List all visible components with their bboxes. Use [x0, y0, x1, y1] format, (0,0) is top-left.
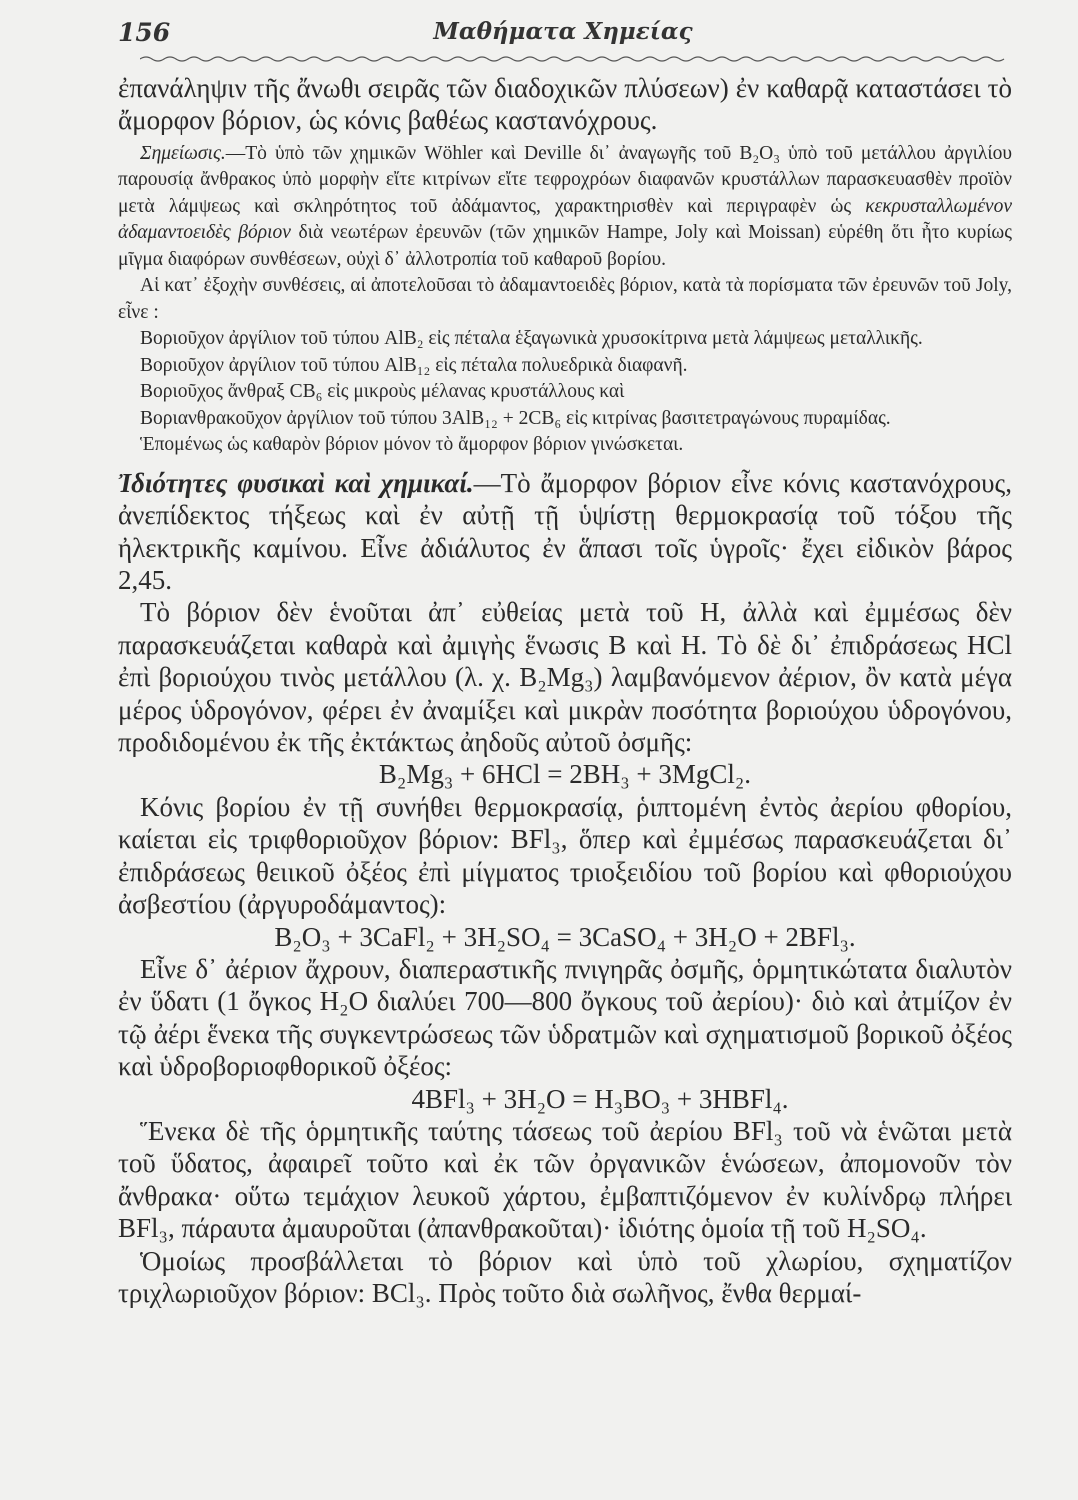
compounds-intro: Αἱ κατ᾽ ἐξοχὴν συνθέσεις, αἱ ἀποτελοῦσαι τὸ ἀδαμαντοειδὲς βόριον, κατὰ τὰ πορίσματα τῶν ἐρευνῶν τοῦ Joly, εἶνε : [118, 275, 1012, 323]
page-number: 156 [118, 18, 171, 47]
chlorine-paragraph: Ὁμοίως προσβάλλεται τὸ βόριον καὶ ὑπὸ τοῦ χλωρίου, σχηματίζον τριχλωριοῦχον βόριον: BCl₃. Πρὸς τοῦτο διὰ σωλῆνος, ἔνθα θερμαί- [118, 1245, 1012, 1308]
compound-3alb12-2cb6: Βοριανθρακοῦχον ἀργίλιον τοῦ τύπου 3AlB₁₂ + 2CB₆ εἰς κιτρίνας βασιτετραγώνους πυραμίδας. [140, 407, 891, 429]
header-ornamental-rule [140, 52, 1010, 66]
dehydration-paragraph: Ἕνεκα δὲ τῆς ὁρμητικῆς ταύτης τάσεως τοῦ ἀερίου BFl₃ τοῦ νὰ ἑνῶται μετὰ τοῦ ὕδατος, ἀφαιρεῖ τοῦτο καὶ ἐκ τῶν ὀργανικῶν ἑνώσεων, ἀπομονοῦν τὸν ἄνθρακα· οὕτω τεμάχιον λευκοῦ χάρτου, ἐμβαπτιζόμενον ἐν κυλίνδρῳ πλήρει BFl₃, πάραυτα ἀμαυροῦται (ἀπανθρακοῦται)· ἰδιότης ὁμοία τῇ τοῦ H₂SO₄. [118, 1115, 1012, 1244]
compound-alb12: Βοριοῦχον ἀργίλιον τοῦ τύπου AlB₁₂ εἰς πέταλα πολυεδρικὰ διαφανῆ. [140, 354, 688, 376]
note-paragraph [118, 141, 1012, 274]
equation-1: B₂Mg₃ + 6HCl = 2BH₃ + 3MgCl₂. [378, 759, 752, 790]
note-italic-term: κεκρυσταλλωμένον ἀδαμαντοειδὲς βόριον [118, 195, 1012, 244]
fluorine-paragraph: Κόνις βορίου ἐν τῇ συνήθει θερμοκρασίᾳ, ῥιπτομένη ἐντὸς ἀερίου φθορίου, καίεται εἰς τριφθοριοῦχον βόριον: BFl₃, ὅπερ καὶ ἐμμέσως παρασκευάζεται δι᾽ ἐπιδράσεως θειικοῦ ὀξέος ἐπὶ μίγματος τριοξειδίου τοῦ βορίου καὶ φθοριούχου ἀσβεστίου (ἀργυροδάμαντος): [118, 791, 1012, 920]
properties-paragraph [118, 467, 1012, 597]
bfl3-properties-paragraph: Εἶνε δ᾽ ἀέριον ἄχρουν, διαπεραστικῆς πνιγηρᾶς ὀσμῆς, ὁρμητικώτατα διαλυτὸν ἐν ὕδατι (1 ὄγκος H₂O διαλύει 700—800 ὄγκους τοῦ ἀερίου)· διὸ καὶ ἀτμίζον ἐν τῷ ἀέρι ἕνεκα τῆς συγκεντρώσεως τῶν ὑδρατμῶν καὶ σχηματισμοῦ βορικοῦ ὀξέος καὶ ὑδροβοριοφθορικοῦ ὀξέος: [118, 953, 1012, 1082]
equation-3: 4BFl₃ + 3H₂O = H₃BO₃ + 3HBFl₄. [411, 1083, 789, 1114]
running-title: Μαθήματα Χημείας [433, 18, 693, 45]
page-header [118, 16, 1008, 50]
hydrogen-paragraph: Τὸ βόριον δὲν ἑνοῦται ἀπ᾽ εὐθείας μετὰ τοῦ H, ἀλλὰ καὶ ἐμμέσως δὲν παρασκευάζεται καθαρὰ καὶ ἀμιγὴς ἕνωσις B καὶ H. Τὸ δὲ δι᾽ ἐπιδράσεως HCl ἐπὶ βοριούχου τινὸς μετάλλου (λ. χ. B₂Mg₃) λαμβανόμενον ἀέριον, ὂν κατὰ μέγα μέρος ὑδρογόνον, φέρει ἐν ἀναμίξει καὶ μικρὰν ποσότητα βοριούχου ὑδρογόνου, προδιδομένου ἐκ τῆς ἐκτάκτως ἀηδοῦς αὐτοῦ ὀσμῆς: [118, 597, 1012, 758]
paragraph-continuation: ἐπανάληψιν τῆς ἄνωθι σειρᾶς τῶν διαδοχικῶν πλύσεων) ἐν καθαρᾷ καταστάσει τὸ ἄμορφον βόριον, ὡς κόνις βαθέως καστανόχρους. [118, 73, 1012, 136]
properties-text: —Τὸ ἄμορφον βόριον εἶνε κόνις καστανόχρους, ἀνεπίδεκτος τήξεως καὶ ἐν αὐτῇ τῇ ὑψίστῃ θερμοκρασίᾳ τοῦ τόξου τῆς ἠλεκτρικῆς καμίνου. Εἶνε ἀδιάλυτος ἐν ἅπασι τοῖς ὑγροῖς· ἔχει εἰδικὸν βάρος 2,45. [118, 467, 1012, 596]
note-text: —Τὸ ὑπὸ τῶν χημικῶν Wöhler καὶ Deville δι᾽ ἀναγωγῆς τοῦ B₂O₃ ὑπὸ τοῦ μετάλλου ἀργιλίου παρουσίᾳ ἄνθρακος ὑπὸ μορφὴν εἴτε κιτρίνων εἴτε τεφροχρόων διαφανῶν κρυστάλλων παρασκευασθὲν προϊὸν μετὰ λάμψεως καὶ σκληρότητος τοῦ ἀδάμαντος, χαρακτηρισθὲν καὶ περιγραφὲν ὡς [118, 142, 1012, 217]
compound-cb6: Βοριοῦχος ἄνθραξ CB₆ εἰς μικροὺς μέλανας κρυστάλλους καὶ [140, 381, 625, 403]
section-heading: Ἰδιότητες φυσικαὶ καὶ χημικαί. [118, 467, 474, 498]
conclusion-line: Ἑπομένως ὡς καθαρὸν βόριον μόνον τὸ ἄμορφον βόριον γινώσκεται. [140, 434, 684, 456]
note-label: Σημείωσις. [140, 142, 226, 164]
compound-alb2: Βοριοῦχον ἀργίλιον τοῦ τύπου AlB₂ εἰς πέταλα ἑξαγωνικὰ χρυσοκίτρινα μετὰ λάμψεως μεταλλικῆς. [140, 328, 923, 350]
page-body [118, 72, 1012, 1309]
equation-2: B₂O₃ + 3CaFl₂ + 3H₂SO₄ = 3CaSO₄ + 3H₂O + 2BFl₃. [274, 921, 856, 952]
note-text-2: διὰ νεωτέρων ἐρευνῶν (τῶν χημικῶν Hampe, Joly καὶ Moissan) εὑρέθη ὅτι ἦτο κυρίως μῖγμα διαφόρων συνθέσεων, οὐχὶ δ᾽ ἀλλοτροπία τοῦ καθαροῦ βορίου. [118, 222, 1012, 270]
